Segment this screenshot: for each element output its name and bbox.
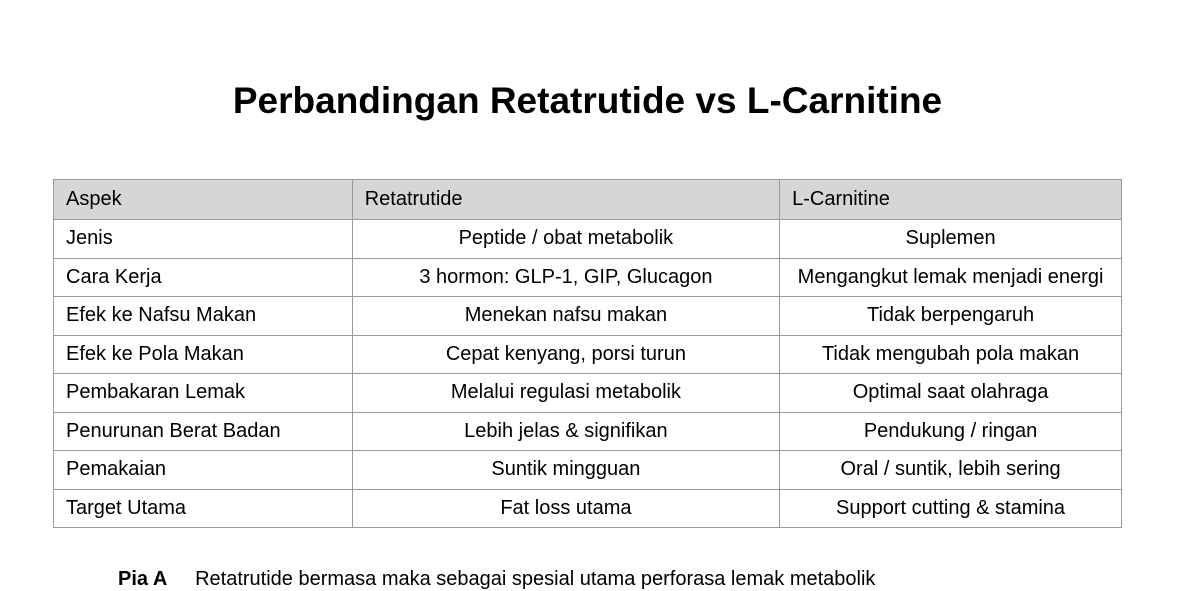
table-row: [54, 374, 1122, 413]
cell-aspek: Cara Kerja: [54, 258, 353, 297]
cell-aspek: Target Utama: [54, 489, 353, 528]
table-header: [54, 180, 1122, 220]
cell-aspek: Penurunan Berat Badan: [54, 412, 353, 451]
table-row: [54, 258, 1122, 297]
header-cell-retatrutide: Retatrutide: [352, 180, 779, 220]
cell-l-carnitine: Suplemen: [780, 220, 1122, 259]
cell-retatrutide: 3 hormon: GLP-1, GIP, Glucagon: [352, 258, 779, 297]
cell-retatrutide: Melalui regulasi metabolik: [352, 374, 779, 413]
footnote: [118, 568, 875, 591]
table-row: [54, 297, 1122, 336]
table-row: [54, 335, 1122, 374]
cell-l-carnitine: Pendukung / ringan: [780, 412, 1122, 451]
cell-l-carnitine: Optimal saat olahraga: [780, 374, 1122, 413]
cell-aspek: Efek ke Nafsu Makan: [54, 297, 353, 336]
cell-aspek: Jenis: [54, 220, 353, 259]
table-row: [54, 412, 1122, 451]
cell-l-carnitine: Mengangkut lemak menjadi energi: [780, 258, 1122, 297]
header-row: [54, 180, 1122, 220]
table-row: [54, 489, 1122, 528]
cell-retatrutide: Suntik mingguan: [352, 451, 779, 490]
cell-aspek: Pembakaran Lemak: [54, 374, 353, 413]
cell-retatrutide: Menekan nafsu makan: [352, 297, 779, 336]
table-row: [54, 451, 1122, 490]
cell-l-carnitine: Tidak mengubah pola makan: [780, 335, 1122, 374]
cell-retatrutide: Cepat kenyang, porsi turun: [352, 335, 779, 374]
table-body: [54, 220, 1122, 528]
cell-l-carnitine: Oral / suntik, lebih sering: [780, 451, 1122, 490]
cell-retatrutide: Lebih jelas & signifikan: [352, 412, 779, 451]
cell-l-carnitine: Support cutting & stamina: [780, 489, 1122, 528]
table-row: [54, 220, 1122, 259]
header-cell-aspek: Aspek: [54, 180, 353, 220]
page-title: Perbandingan Retatrutide vs L-Carnitine: [232, 80, 943, 121]
footnote-label: Pia A: [118, 568, 168, 590]
footnote-text: Retatrutide bermasa maka sebagai spesial utama perforasa lemak metabolik: [195, 568, 876, 590]
header-cell-l-carnitine: L-Carnitine: [780, 180, 1122, 220]
cell-retatrutide: Fat loss utama: [352, 489, 779, 528]
cell-l-carnitine: Tidak berpengaruh: [780, 297, 1122, 336]
cell-aspek: Efek ke Pola Makan: [54, 335, 353, 374]
cell-retatrutide: Peptide / obat metabolik: [352, 220, 779, 259]
comparison-table: [53, 179, 1122, 528]
cell-aspek: Pemakaian: [54, 451, 353, 490]
